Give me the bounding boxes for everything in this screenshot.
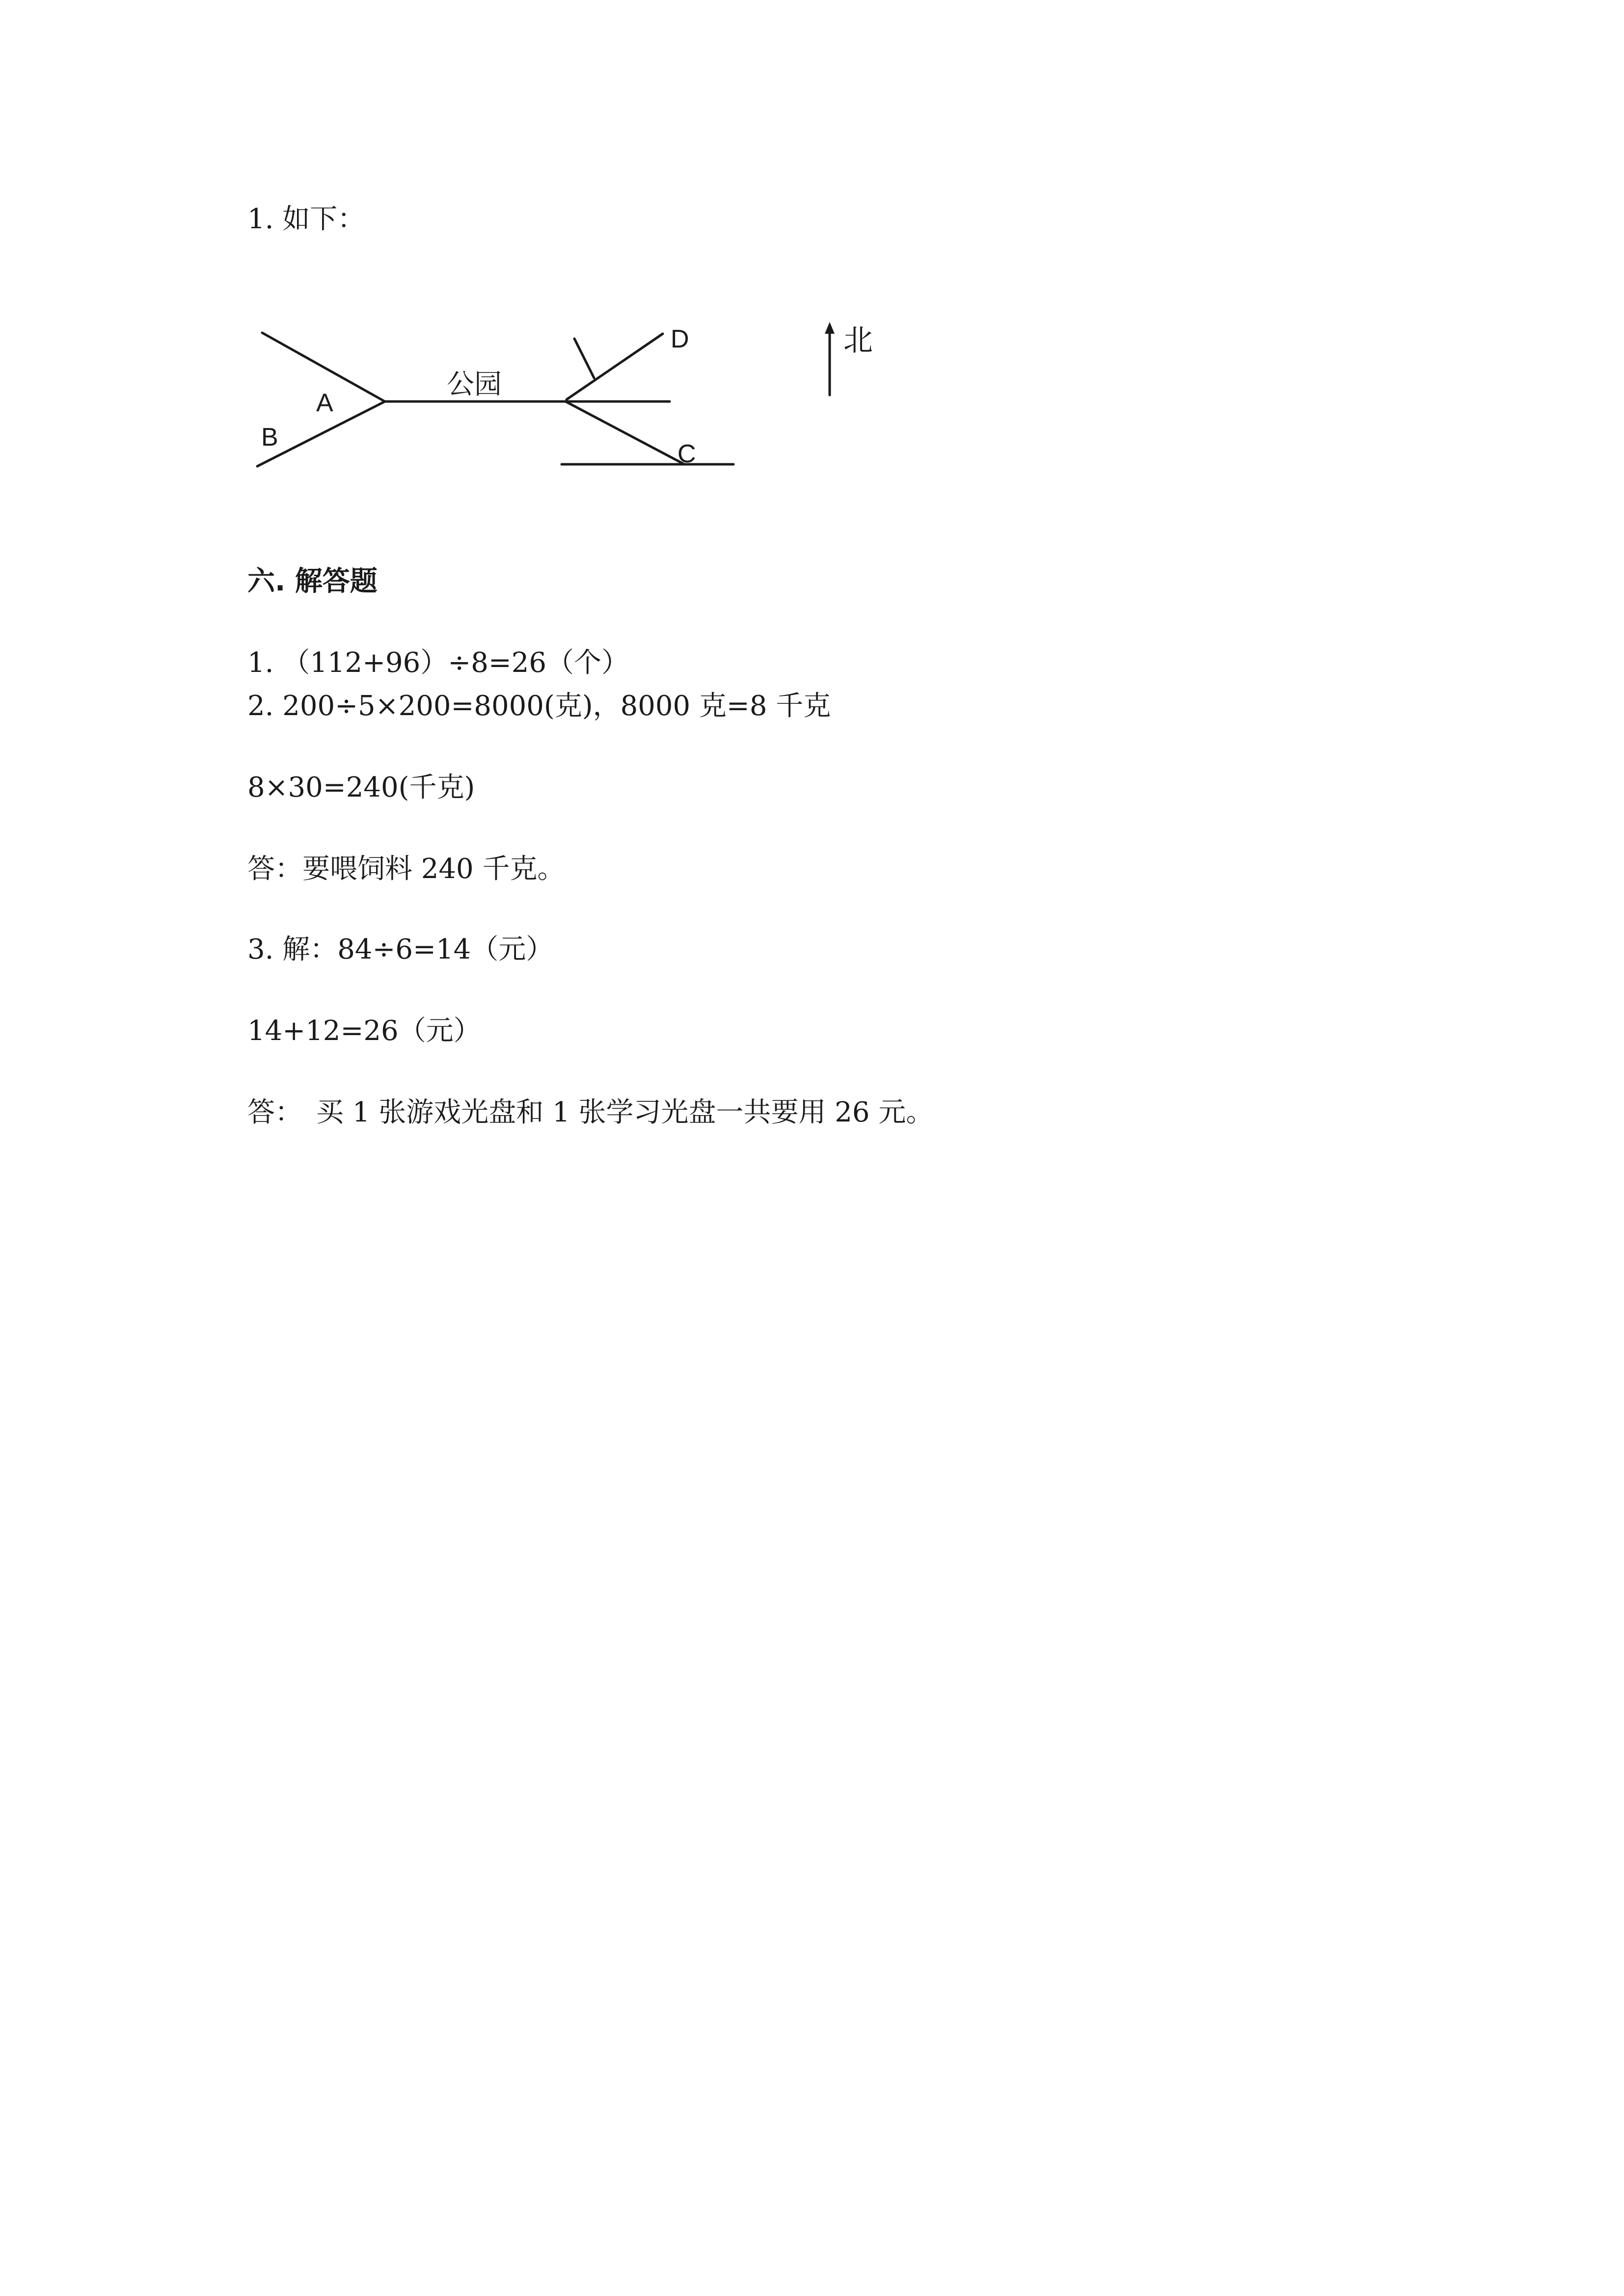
label-c: C bbox=[677, 440, 696, 468]
answer-intro: 1. 如下： bbox=[247, 203, 365, 235]
section-heading: 六. 解答题 bbox=[247, 565, 378, 597]
answer-line-6: 14+12=26（元） bbox=[247, 1015, 481, 1047]
label-b: B bbox=[261, 423, 278, 452]
answer-line-7: 答： 买 1 张游戏光盘和 1 张学习光盘一共要用 26 元。 bbox=[247, 1096, 934, 1128]
answer-line-3: 8×30=240(千克) bbox=[247, 772, 475, 803]
label-park: 公园 bbox=[447, 369, 502, 400]
label-d: D bbox=[671, 325, 689, 353]
branch-to-d bbox=[567, 334, 663, 400]
answer-line-5: 3. 解：84÷6=14（元） bbox=[247, 934, 554, 965]
answer-line-4: 答：要喂饲料 240 千克。 bbox=[247, 853, 565, 885]
answer-line-1: 1. （112+96）÷8=26（个） bbox=[247, 647, 629, 679]
road-to-c bbox=[566, 401, 684, 464]
label-a: A bbox=[316, 389, 333, 417]
park-map-diagram bbox=[247, 304, 886, 481]
branch-d-spur bbox=[574, 339, 594, 378]
north-label: 北 bbox=[843, 324, 873, 357]
answer-line-2: 2. 200÷5×200=8000(克)，8000 克=8 千克 bbox=[247, 690, 831, 722]
north-arrow-head bbox=[825, 322, 835, 334]
